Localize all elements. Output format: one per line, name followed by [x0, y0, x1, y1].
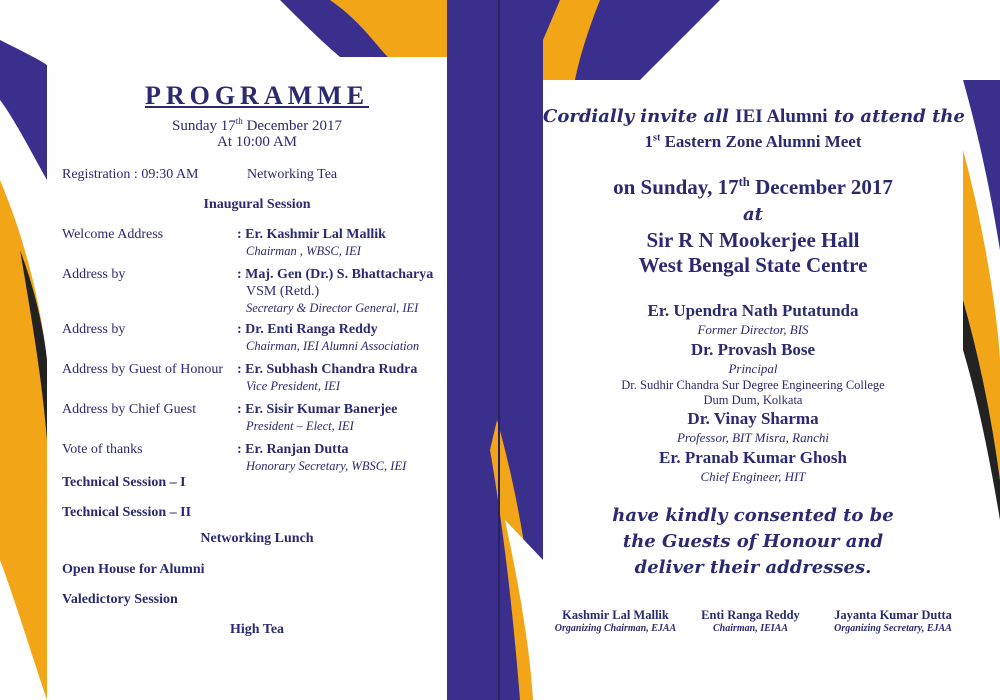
registration-text: Registration : 09:30 AM: [62, 167, 199, 182]
venue-line-1: Sir R N Mookerjee Hall: [646, 228, 860, 252]
closing-line-2: the Guests of Honour and: [622, 531, 884, 552]
open-house: Open House for Alumni: [62, 562, 205, 577]
item-speaker: : Er. Sisir Kumar Banerjee: [237, 402, 398, 417]
guest-name: Dr. Vinay Sharma: [687, 409, 819, 428]
item-role: Secretary & Director General, IEI: [246, 301, 419, 315]
high-tea: High Tea: [229, 622, 285, 637]
signatory-role: Chairman, IEIAA: [712, 623, 789, 634]
item-speaker: : Dr. Enti Ranga Reddy: [237, 322, 378, 337]
item-role: President – Elect, IEI: [246, 419, 354, 433]
signatory-role: Organizing Chairman, EJAA: [554, 623, 677, 634]
venue-line-2: West Bengal State Centre: [638, 253, 868, 277]
invitation-panel: [543, 80, 963, 700]
guest-detail: Chief Engineer, HIT: [700, 469, 806, 484]
technical-session-1: Technical Session – I: [62, 475, 186, 490]
left-purple-curve: [0, 40, 47, 180]
guest-detail: Professor, BIT Misra, Ranchi: [676, 430, 830, 445]
guest-detail: Former Director, BIS: [697, 322, 809, 337]
guest-name: Er. Upendra Nath Putatunda: [647, 301, 859, 320]
signatory-name: Enti Ranga Reddy: [701, 608, 800, 622]
item-label: Address by: [62, 322, 126, 337]
item-label: Vote of thanks: [62, 442, 143, 457]
networking-lunch: Networking Lunch: [200, 531, 314, 546]
valedictory-session: Valedictory Session: [62, 592, 178, 607]
item-role: Honorary Secretary, WBSC, IEI: [246, 459, 407, 473]
signatory: [683, 608, 818, 634]
invite-date: on Sunday, 17th December 2017: [613, 175, 893, 199]
guest-detail: Dum Dum, Kolkata: [703, 393, 803, 407]
item-label: Address by: [62, 267, 126, 282]
signatory: [823, 608, 963, 634]
item-speaker: : Er. Kashmir Lal Mallik: [237, 227, 386, 242]
closing-line-3: deliver their addresses.: [634, 557, 872, 578]
item-label: Address by Guest of Honour: [62, 362, 223, 377]
programme-title: PROGRAMME: [144, 81, 370, 110]
invite-line-2: 1st Eastern Zone Alumni Meet: [644, 132, 862, 151]
guest-detail: Principal: [728, 361, 778, 376]
guest-name: Er. Pranab Kumar Ghosh: [659, 448, 847, 467]
invite-at: at: [743, 204, 763, 225]
item-role: Vice President, IEI: [246, 379, 341, 393]
signatory-name: Kashmir Lal Mallik: [562, 608, 669, 622]
item-label: Address by Chief Guest: [62, 402, 197, 417]
inaugural-session-heading: Inaugural Session: [203, 197, 311, 212]
item-extra: VSM (Retd.): [246, 284, 320, 299]
item-label: Welcome Address: [62, 227, 164, 242]
guest-name: Dr. Provash Bose: [690, 340, 816, 359]
guest-detail: Dr. Sudhir Chandra Sur Degree Engineering College: [621, 378, 885, 392]
signatory-role: Organizing Secretary, EJAA: [834, 623, 952, 634]
item-role: Chairman, IEI Alumni Association: [246, 339, 420, 353]
closing-line-1: have kindly consented to be: [612, 505, 894, 526]
item-role: Chairman , WBSC, IEI: [246, 244, 361, 258]
programme-time: At 10:00 AM: [216, 134, 297, 150]
networking-tea-text: Networking Tea: [247, 167, 338, 182]
technical-session-2: Technical Session – II: [62, 505, 192, 520]
item-speaker: : Er. Subhash Chandra Rudra: [237, 362, 418, 377]
item-speaker: : Maj. Gen (Dr.) S. Bhattacharya: [237, 267, 434, 282]
programme-date: Sunday 17th December 2017: [172, 116, 342, 134]
signatory-name: Jayanta Kumar Dutta: [834, 608, 952, 622]
item-speaker: : Er. Ranjan Dutta: [237, 442, 349, 457]
invite-line-1: Cordially invite all IEI Alumni to attend the: [543, 106, 965, 127]
programme-panel: [47, 57, 447, 700]
signatory: [543, 608, 688, 634]
